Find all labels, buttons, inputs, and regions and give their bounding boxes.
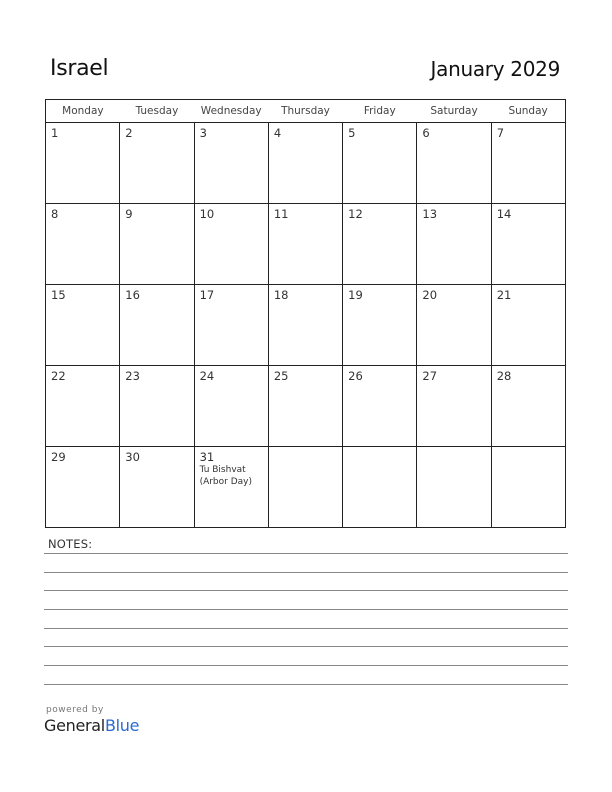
day-cell — [120, 123, 194, 204]
day-number: 5 — [348, 126, 356, 140]
day-number: 29 — [51, 450, 66, 464]
day-cell — [343, 366, 417, 447]
note-line — [44, 646, 568, 647]
day-number: 25 — [273, 369, 289, 383]
day-cell — [194, 285, 268, 366]
day-cell — [46, 123, 120, 204]
day-cell — [120, 204, 194, 285]
brand-logo — [44, 716, 139, 735]
weekday-header: Wednesday — [194, 100, 268, 123]
day-cell — [343, 204, 417, 285]
day-cell — [268, 366, 342, 447]
holiday-label: Tu Bishvat — [199, 465, 246, 475]
day-number: 7 — [496, 126, 505, 140]
day-cell — [491, 204, 565, 285]
day-number: 20 — [422, 288, 438, 302]
note-line — [44, 609, 568, 610]
day-number: 13 — [422, 207, 438, 221]
day-number: 8 — [51, 207, 59, 221]
month-year-title: January 2029 — [430, 57, 560, 81]
day-cell — [268, 123, 342, 204]
day-cell — [120, 447, 194, 528]
day-number: 2 — [125, 126, 133, 140]
day-number: 12 — [348, 207, 363, 221]
day-cell — [417, 204, 491, 285]
day-cell — [343, 123, 417, 204]
day-cell — [491, 366, 565, 447]
day-number: 30 — [125, 450, 140, 464]
week-row — [46, 447, 566, 528]
day-cell — [417, 447, 491, 528]
day-number: 28 — [496, 369, 512, 383]
day-number: 18 — [273, 288, 289, 302]
note-line — [44, 572, 568, 573]
day-number: 16 — [125, 288, 140, 302]
note-line — [44, 628, 568, 629]
day-cell — [268, 447, 342, 528]
brand-blue: Blue — [104, 716, 140, 735]
day-number: 22 — [51, 369, 66, 383]
day-cell — [46, 285, 120, 366]
note-line — [44, 553, 568, 554]
calendar-grid — [45, 99, 566, 528]
brand-general: General — [44, 716, 105, 735]
day-cell — [46, 447, 120, 528]
day-cell — [417, 123, 491, 204]
day-number: 1 — [51, 126, 59, 140]
day-cell — [120, 285, 194, 366]
day-number: 19 — [348, 288, 363, 302]
day-number: 21 — [496, 288, 512, 302]
day-cell — [417, 285, 491, 366]
day-number: 15 — [51, 288, 66, 302]
day-cell — [46, 204, 120, 285]
day-number: 14 — [496, 207, 512, 221]
note-line — [44, 590, 568, 591]
note-line — [44, 665, 568, 666]
holiday-label: (Arbor Day) — [199, 477, 252, 487]
weekday-header-row — [46, 100, 566, 123]
day-number: 10 — [199, 207, 215, 221]
week-row — [46, 285, 566, 366]
day-cell — [120, 366, 194, 447]
day-number: 9 — [125, 207, 133, 221]
powered-by-label: powered by — [46, 705, 104, 715]
country-title: Israel — [50, 56, 109, 81]
day-cell — [194, 447, 268, 528]
day-number: 3 — [199, 126, 207, 140]
weekday-header: Thursday — [268, 100, 342, 123]
day-number: 11 — [273, 207, 289, 221]
day-cell — [417, 366, 491, 447]
day-number: 17 — [199, 288, 215, 302]
week-row — [46, 123, 566, 204]
weekday-header: Sunday — [491, 100, 565, 123]
day-cell — [268, 285, 342, 366]
day-cell — [194, 366, 268, 447]
weekday-header: Monday — [46, 100, 120, 123]
notes-label: NOTES: — [48, 537, 93, 551]
day-number: 27 — [422, 369, 438, 383]
week-row — [46, 366, 566, 447]
day-number: 23 — [125, 369, 140, 383]
week-row — [46, 204, 566, 285]
day-cell — [343, 447, 417, 528]
day-cell — [491, 123, 565, 204]
day-cell — [194, 123, 268, 204]
day-cell — [46, 366, 120, 447]
day-cell — [268, 204, 342, 285]
day-cell — [343, 285, 417, 366]
day-number: 24 — [199, 369, 215, 383]
weekday-header: Tuesday — [120, 100, 194, 123]
day-cell — [491, 285, 565, 366]
day-number: 26 — [348, 369, 363, 383]
weekday-header: Friday — [343, 100, 417, 123]
day-number: 31 — [199, 450, 215, 464]
note-line — [44, 684, 568, 685]
day-number: 6 — [422, 126, 430, 140]
weekday-header: Saturday — [417, 100, 491, 123]
day-cell — [491, 447, 565, 528]
day-cell — [194, 204, 268, 285]
day-number: 4 — [273, 126, 282, 140]
